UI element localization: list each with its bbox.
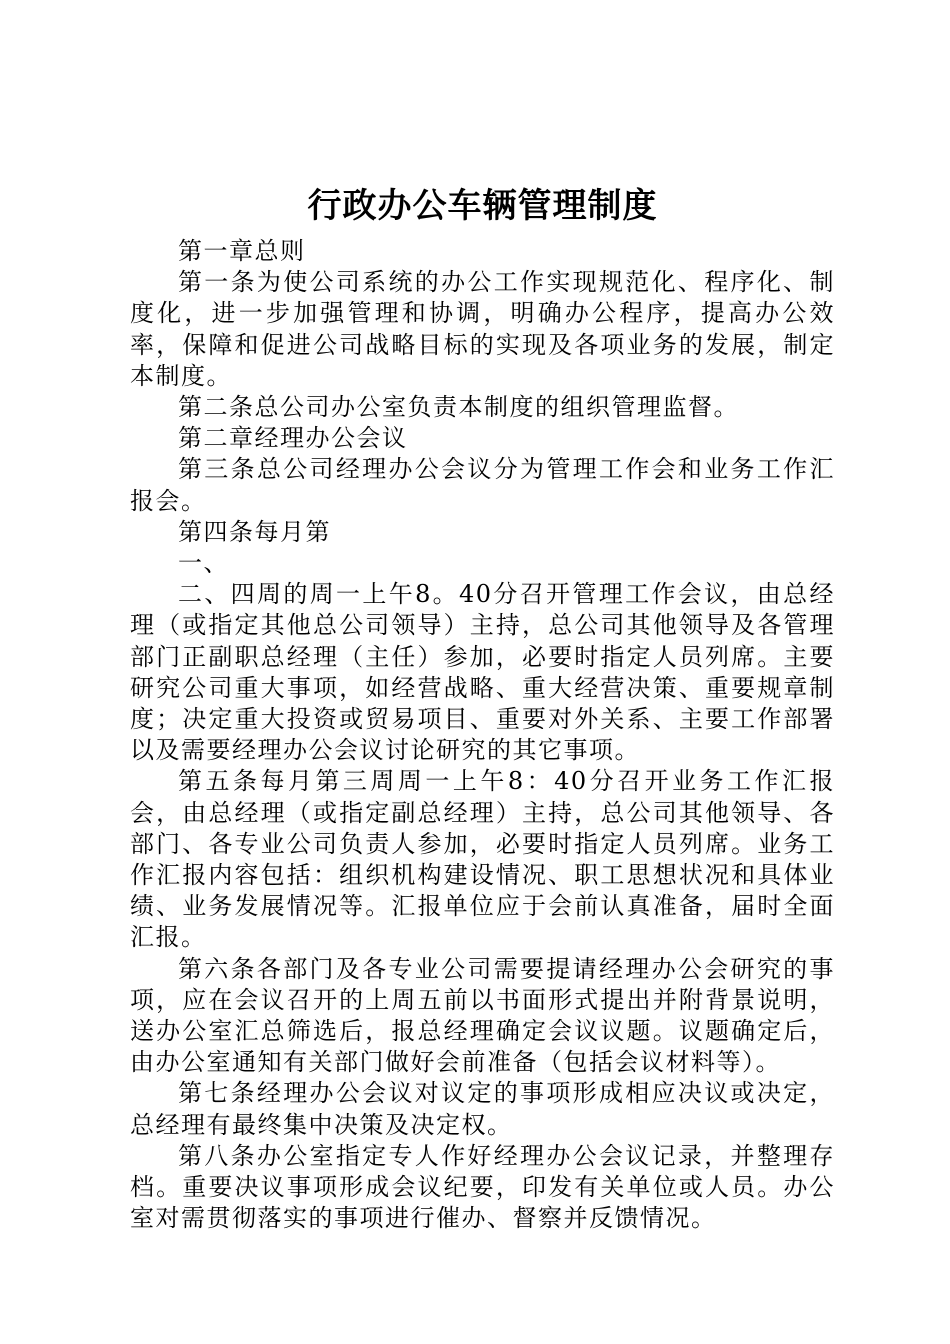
document-body: [130, 236, 835, 1235]
paragraph: 第一条为使公司系统的办公工作实现规范化、程序化、制度化，进一步加强管理和协调，明确办公程序，提高办公效率，保障和促进公司战略目标的实现及各项业务的发展，制定本制度。: [130, 268, 835, 390]
paragraph: 第八条办公室指定专人作好经理办公会议记录，并整理存档。重要决议事项形成会议纪要，印发有关单位或人员。办公室对需贯彻落实的事项进行催办、督察并反馈情况。: [130, 1141, 835, 1233]
chapter-heading: 第一章总则: [178, 237, 306, 265]
paragraph: 第二条总公司办公室负责本制度的组织管理监督。: [178, 393, 739, 422]
document-title: 行政办公车辆管理制度: [307, 186, 658, 226]
paragraph: 第六条各部门及各专业公司需要提请经理办公会研究的事项，应在会议召开的上周五前以书面形式提出并附背景说明，送办公室汇总筛选后，报总经理确定会议议题。议题确定后，由办公室通知有关部门做好会前准备（包括会议材料等）。: [130, 954, 835, 1077]
paragraph: 第三条总公司经理办公会议分为管理工作会和业务工作汇报会。: [130, 455, 835, 515]
document-page: [130, 178, 835, 1235]
paragraph: 一、: [178, 549, 229, 578]
paragraph: 二、四周的周一上午8。40分召开管理工作会议，由总经理（或指定其他总公司领导）主持，总公司其他领导及各管理部门正副职总经理（主任）参加，必要时指定人员列席。主要研究公司重大事项，如经营战略、重大经营决策、重要规章制度；决定重大投资或贸易项目、重要对外关系、主要工作部署以及需要经理办公会议讨论研究的其它事项。: [130, 580, 835, 765]
chapter-heading: 第二章经理办公会议: [178, 424, 408, 453]
paragraph: 第四条每月第: [178, 517, 331, 546]
paragraph: 第五条每月第三周周一上午8：40分召开业务工作汇报会，由总经理（或指定副总经理）主持，总公司其他领导、各部门、各专业公司负责人参加，必要时指定人员列席。业务工作汇报内容包括：组织机构建设情况、职工思想状况和具体业绩、业务发展情况等。汇报单位应于会前认真准备，届时全面汇报。: [130, 767, 835, 952]
paragraph: 第七条经理办公会议对议定的事项形成相应决议或决定，总经理有最终集中决策及决定权。: [130, 1079, 835, 1139]
